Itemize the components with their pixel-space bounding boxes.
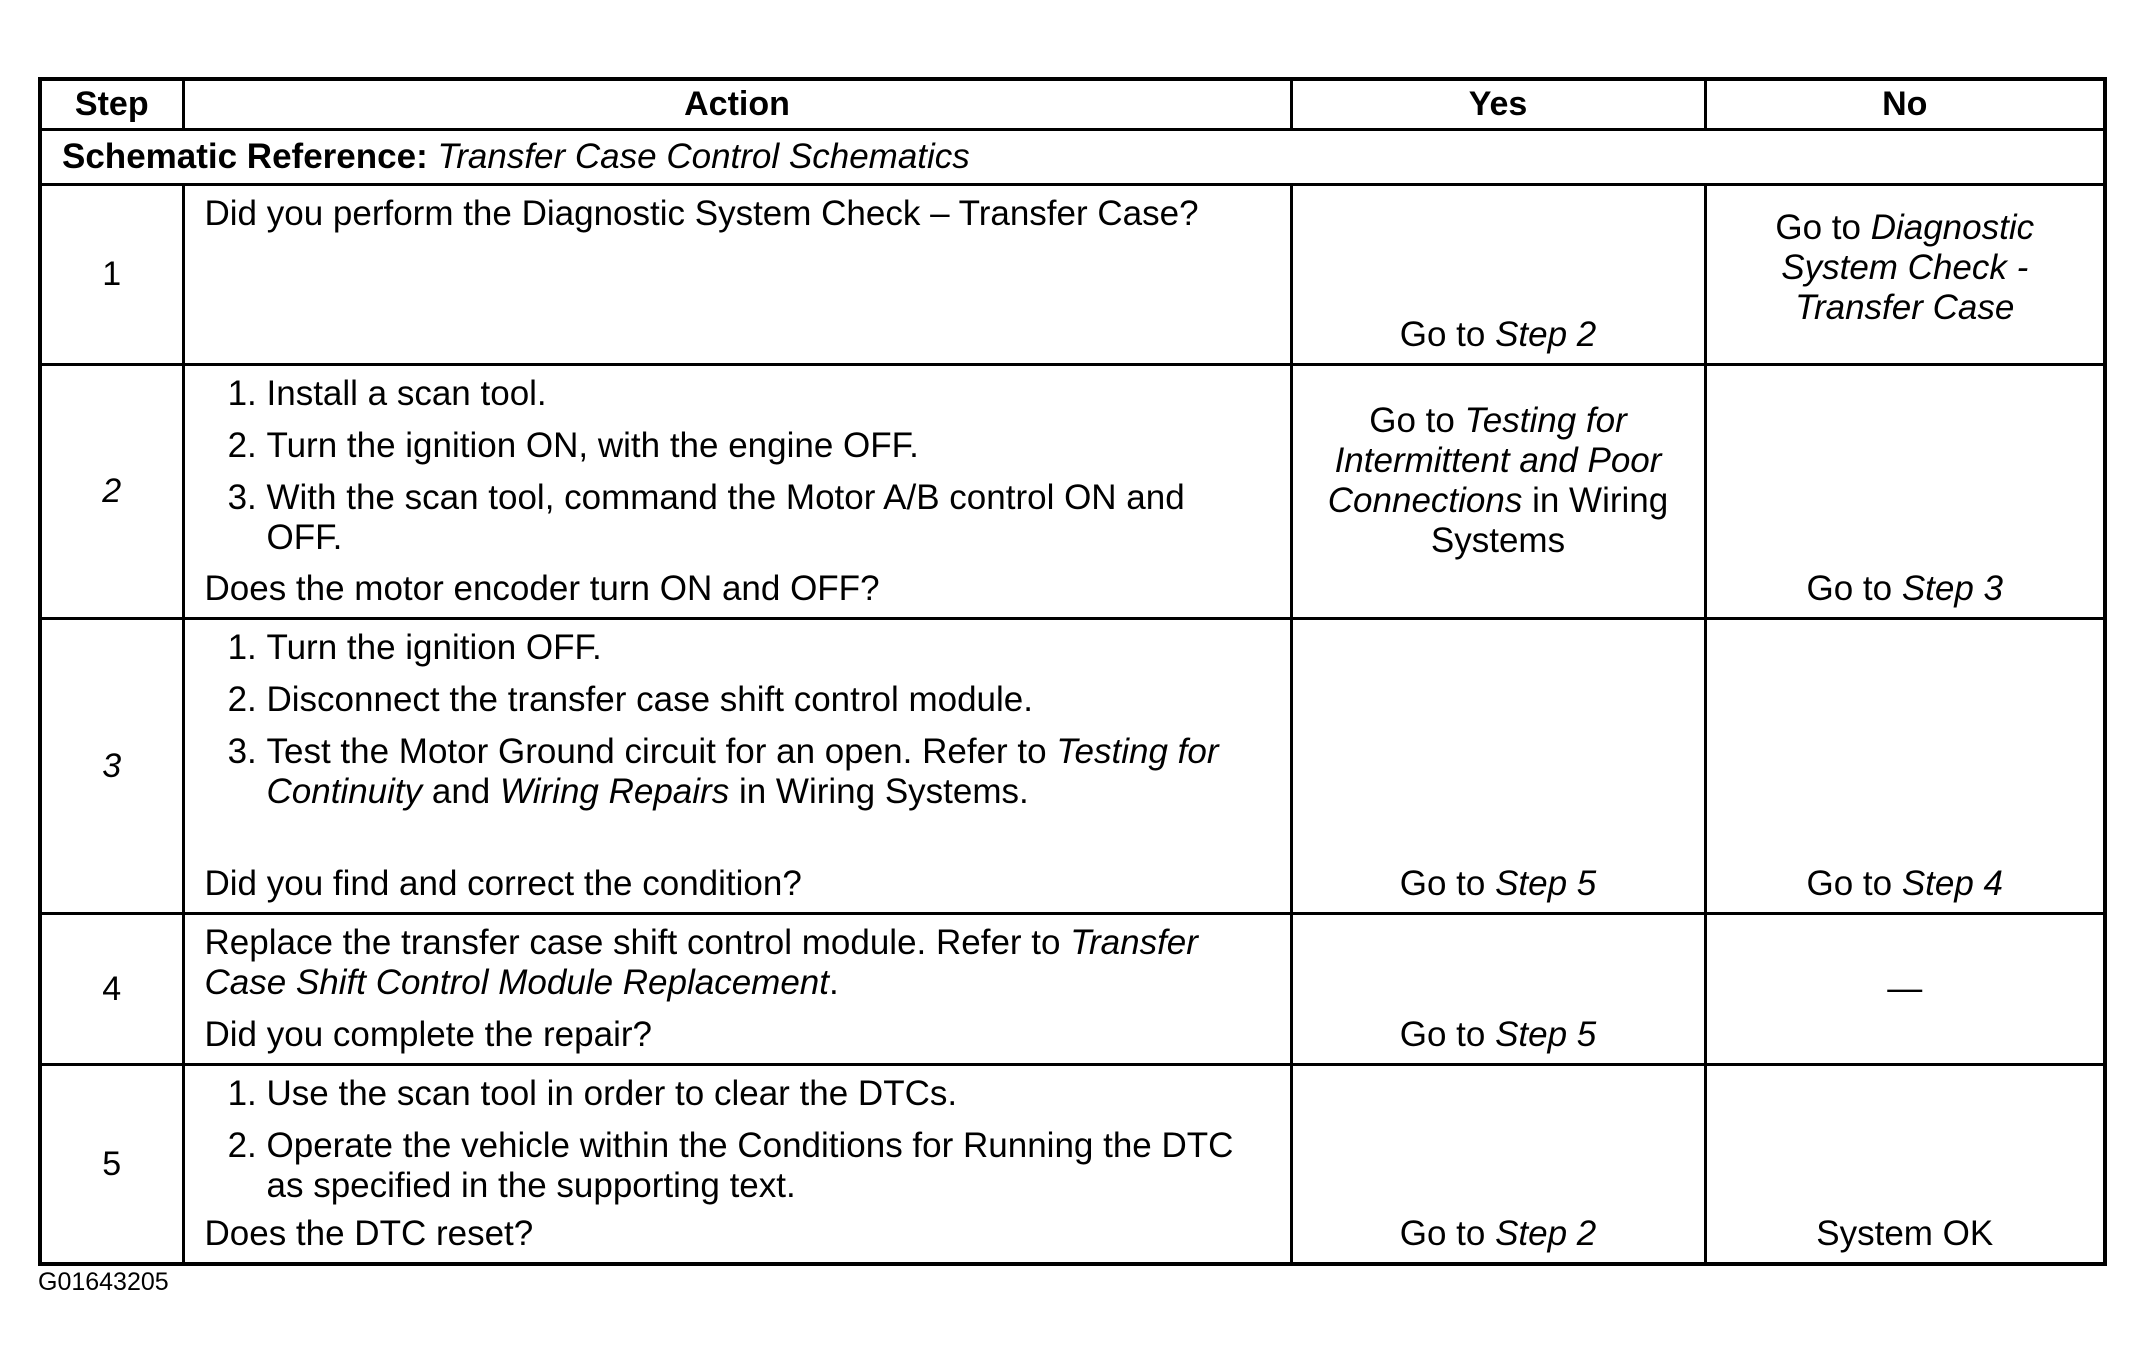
- list-item: 3. With the scan tool, command the Motor A/B control ON and OFF.: [267, 478, 1270, 558]
- list-item: 3. Test the Motor Ground circuit for an open. Refer to Testing for Continuity and Wiring Repairs in Wiring Systems.: [267, 732, 1270, 812]
- list-item: 2. Turn the ignition ON, with the engine OFF.: [267, 426, 1270, 466]
- no-cell: [1705, 1065, 2105, 1265]
- table-row: [40, 365, 2105, 619]
- yes-cell: [1291, 365, 1705, 619]
- yes-cell: [1291, 619, 1705, 914]
- header-action: Action: [183, 79, 1291, 130]
- table-row: [40, 914, 2105, 1065]
- step-number: 5: [40, 1065, 183, 1265]
- no-action: Go to Step 3: [1806, 569, 2004, 608]
- schematic-reference-row: [40, 130, 2105, 185]
- reference-link: Transfer Case Shift Control Module Replacement: [204, 923, 1198, 1002]
- action-cell: [183, 365, 1291, 619]
- yes-action: Go to Testing for Intermittent and Poor Connections in Wiring Systems: [1327, 401, 1669, 560]
- list-item: 1. Install a scan tool.: [267, 374, 1270, 414]
- action-question: Did you complete the repair?: [204, 1015, 652, 1054]
- action-steps-list: [205, 628, 1270, 812]
- list-item: 2. Disconnect the transfer case shift control module.: [267, 680, 1270, 720]
- no-action: —: [1887, 969, 1923, 1008]
- no-cell: [1705, 365, 2105, 619]
- yes-action: Go to Step 5: [1399, 1015, 1597, 1054]
- yes-cell: [1291, 185, 1705, 365]
- action-cell: [183, 914, 1291, 1065]
- action-cell: [183, 185, 1291, 365]
- yes-action: Go to Step 2: [1399, 315, 1597, 354]
- action-question: Does the motor encoder turn ON and OFF?: [204, 569, 880, 608]
- action-steps-list: [205, 1074, 1270, 1206]
- table-row: [40, 1065, 2105, 1265]
- no-action: Go to Step 4: [1806, 864, 2004, 903]
- action-question: Did you find and correct the condition?: [204, 864, 802, 903]
- schematic-link: Transfer Case Control Schematics: [437, 137, 970, 176]
- action-cell: [183, 1065, 1291, 1265]
- no-cell: [1705, 185, 2105, 365]
- header-no: No: [1705, 79, 2105, 130]
- step-number: 4: [40, 914, 183, 1065]
- schematic-reference: [40, 130, 2105, 185]
- list-item: 2. Operate the vehicle within the Conditions for Running the DTC as specified in the supporting text.: [267, 1126, 1270, 1206]
- schematic-label: Schematic Reference:: [62, 137, 428, 176]
- yes-cell: [1291, 914, 1705, 1065]
- reference-link: Testing for Continuity: [266, 732, 1219, 811]
- list-item: 1. Turn the ignition OFF.: [267, 628, 1270, 668]
- list-item: 1. Use the scan tool in order to clear the DTCs.: [267, 1074, 1270, 1114]
- table-row: [40, 185, 2105, 365]
- diagnostic-table: [38, 77, 2107, 1266]
- figure-id: G01643205: [38, 1268, 169, 1296]
- no-action: Go to Diagnostic System Check - Transfer Case: [1775, 208, 2035, 327]
- reference-link: Wiring Repairs: [500, 772, 730, 811]
- no-cell: [1705, 619, 2105, 914]
- header-yes: Yes: [1291, 79, 1705, 130]
- yes-cell: [1291, 1065, 1705, 1265]
- action-steps-list: [205, 374, 1270, 558]
- step-number: 3: [40, 619, 183, 914]
- action-instruction: Replace the transfer case shift control module. Refer to Transfer Case Shift Control Module Replacement.: [204, 923, 1198, 1002]
- no-cell: [1705, 914, 2105, 1065]
- step-number: 1: [40, 185, 183, 365]
- no-action: System OK: [1816, 1214, 1994, 1253]
- table-row: [40, 619, 2105, 914]
- step-number: 2: [40, 365, 183, 619]
- header-step: Step: [40, 79, 183, 130]
- yes-action: Go to Step 2: [1399, 1214, 1597, 1253]
- action-cell: [183, 619, 1291, 914]
- header-row: [40, 79, 2105, 130]
- action-question: Does the DTC reset?: [204, 1214, 534, 1253]
- action-question: Did you perform the Diagnostic System Check – Transfer Case?: [204, 194, 1199, 233]
- yes-action: Go to Step 5: [1399, 864, 1597, 903]
